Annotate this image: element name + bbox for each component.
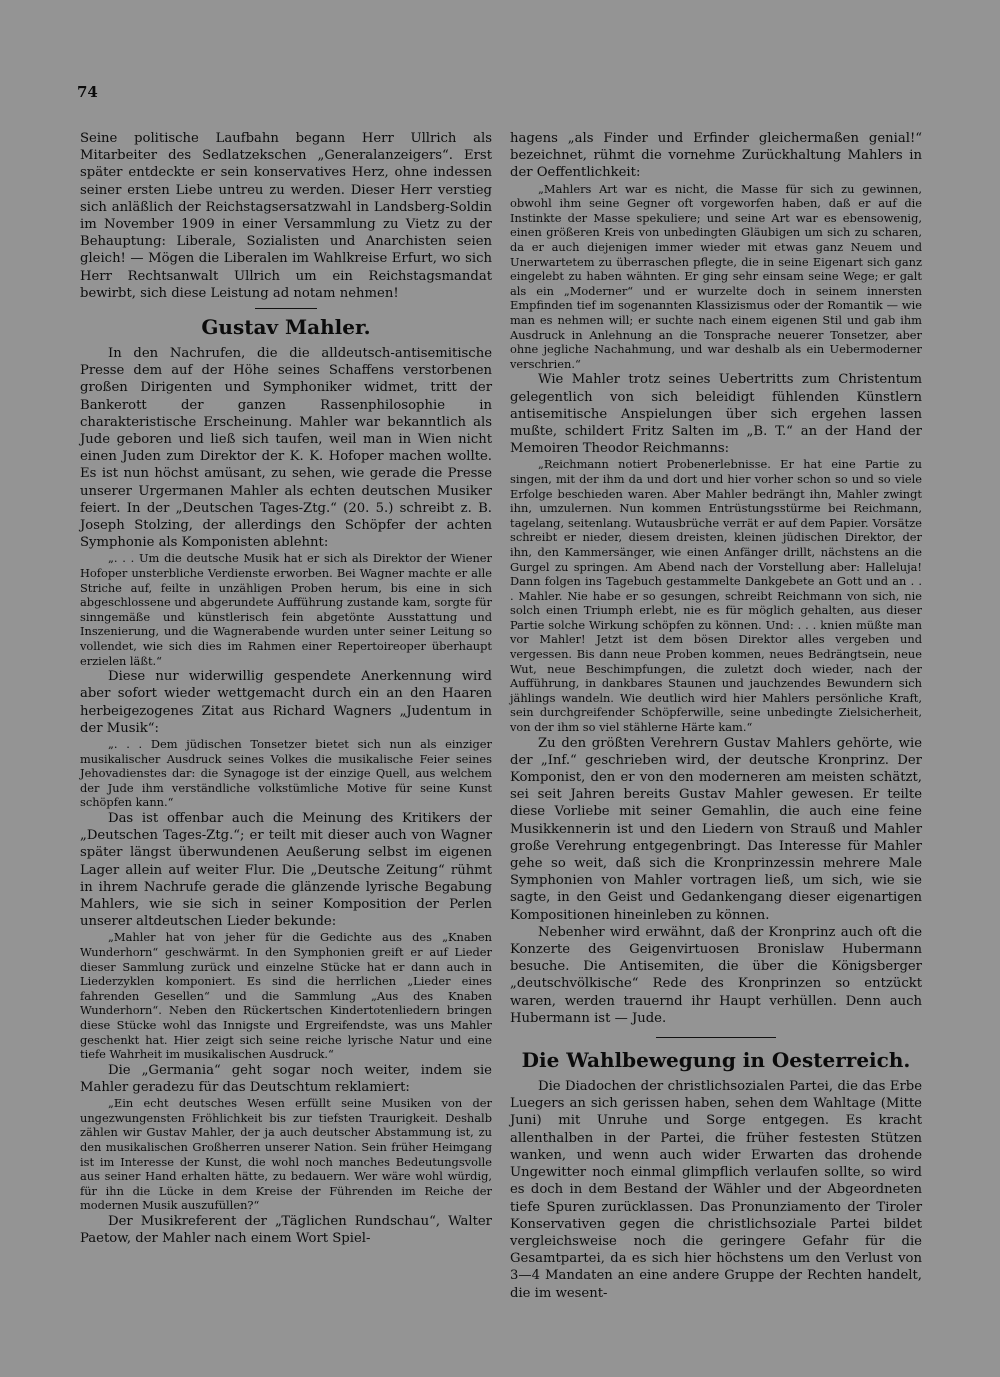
paragraph-spielhagen: hagens „als Finder und Erfinder gleichermaßen genial!“ bezeichnet, rühmt die vornehme Zurückhaltung Mahlers in der Oeffentlichkeit: xyxy=(510,131,922,181)
paragraph-hubermann: Nebenher wird erwähnt, daß der Kronprinz auch oft die Konzerte des Geigenvirtuosen Bronislaw Hubermann besuche. Die Antisemiten, die über die Königsberger „deutschvölkische“ Rede des Kronprinzen so entzückt waren, werden trauernd ihr Haupt verhüllen. Denn auch Hubermann ist — Jude. xyxy=(510,924,922,1026)
article-title-mahler: Gustav Mahler. xyxy=(201,315,371,340)
quote-stolzing: „. . . Um die deutsche Musik hat er sich als Direktor der Wiener Hofoper unsterbliche Verdienste erworben. Bei Wagner machte er alle Striche auf, feilte in unzähligen Proben herum, bis eine in sich abgeschlossene und abgerundete Aufführung zustande kam, sorgte für sinngemäße und künstlerisch fein abgetönte Ausstattung und Inszenierung, und die Wagnerabende wurden unter seiner Leitung so vollendet, wie sich dies im Rahmen einer Repertoireoper überhaupt erzielen läßt.“ xyxy=(80,551,492,668)
paragraph-anerkennung: Diese nur widerwillig gespendete Anerkennung wird aber sofort wieder wettgemacht durch ein an den Haaren herbeigezogenes Zitat aus Richard Wagners „Judentum in der Musik“: xyxy=(80,669,492,736)
quote-deutsche-zeitung: „Mahler hat von jeher für die Gedichte aus des „Knaben Wunderhorn“ geschwärmt. In den Symphonien greift er auf Lieder dieser Sammlung zurück und einzelne Stücke hat er dann auch in Liederzyklen komponiert. Es sind die herrlichen „Lieder eines fahrenden Gesellen“ und die Sammlung „Aus des Knaben Wunderhorn“. Neben den Rückertschen Kindertotenliedern bringen diese Stücke wohl das Innigste und Ergreifendste, was uns Mahler geschenkt hat. Hier zeigt sich seine reiche lyrische Natur und eine tiefe Wahrheit im musikalischen Ausdruck.“ xyxy=(80,930,492,1062)
paragraph-ullrich: Seine politische Laufbahn begann Herr Ullrich als Mitarbeiter des Sedlatzekschen „Generalanzeigers“. Erst später entdeckte er sein konservatives Herz, ohne indessen seiner ersten Liebe untreu zu werden. Dieser Herr verstieg sich anläßlich der Reichstagsersatzwahl in Landsberg-Soldin im November 1909 in einer Versammlung zu Vietz zu der Behauptung: Liberale, Sozialisten und Anarchisten seien gleich! — Mögen die Liberalen im Wahlkreise Erfurt, wo sich Herr Rechtsanwalt Ullrich um ein Reichstagsmandat bewirbt, sich diese Leistung ad notam nehmen! xyxy=(80,131,492,301)
paragraph-nachrufe: In den Nachrufen, die die alldeutsch-antisemitische Presse dem auf der Höhe seines Schaffens verstorbenen großen Dirigenten und Symphoniker widmet, tritt der Bankerott der ganzen Rassenphilosophie in charakteristische Erscheinung. Mahler war bekanntlich als Jude geboren und ließ sich taufen, weil man in Wien nicht einen Juden zum Direktor der K. K. Hofoper machen wollte. Es ist nun höchst amüsant, zu sehen, wie gerade die Presse unserer Urgermanen Mahler als echten deutschen Musiker feiert. In der „Deutschen Tages-Ztg.“ (20. 5.) schreibt z. B. Joseph Stolzing, der allerdings den Schöpfer der achten Symphonie als Komponisten ablehnt: xyxy=(80,346,492,551)
quote-germania: „Ein echt deutsches Wesen erfüllt seine Musiken von der ungezwungensten Fröhlichkeit bis zur tiefsten Traurigkeit. Deshalb zählen wir Gustav Mahler, der ja auch deutscher Abstammung ist, zu den musikalischen Großherren unserer Nation. Sein früher Heimgang ist im Interesse der Kunst, die wohl noch manches Bedeutungsvolle aus seiner Hand erhalten hätte, zu bedauern. Wer wäre wohl würdig, für ihn die Lücke in dem Kreise der Führenden im Reiche der modernen Musik auszufüllen?“ xyxy=(80,1096,492,1213)
left-column xyxy=(80,130,492,1247)
quote-reichmann: „Reichmann notiert Probenerlebnisse. Er hat eine Partie zu singen, mit der ihm da und dort und hier vorher schon so und so viele Erfolge beschieden waren. Aber Mahler bedrängt ihn, Mahler zwingt ihn, umzulernen. Nun kommen Entrüstungsstürme bei Reichmann, tagelang, seitenlang. Wutausbrüche verrät er auf dem Papier. Vorsätze schreibt er nieder, diesem dreisten, kleinen jüdischen Direktor, der ihn, den Kammersänger, wie einen Anfänger drillt, nächstens an die Gurgel zu springen. Am Abend nach der Vorstellung aber: Halleluja! Dann folgen ins Tagebuch gestammelte Dankgebete an Gott und an . . . Mahler. Nie habe er so gesungen, schreibt Reichmann von sich, nie solch einen Triumph erlebt, nie es für möglich gehalten, aus dieser Partie solche Wirkung schöpfen zu können. Und: . . . knien müßte man vor Mahler! Jetzt ist dem bösen Direktor alles vergeben und vergessen. Bis dann neue Proben kommen, neues Bedrängtsein, neue Wut, neue Beschimpfungen, die zuletzt doch wieder, nach der Aufführung, in dankbares Staunen und jauchzendes Bewundern sich jählings wandeln. Wie deutlich wird hier Mahlers persönliche Kraft, sein durchgreifender Schöpferwille, seine unbedingte Zielsicherheit, von der ihm so viel stählerne Härte kam.“ xyxy=(510,457,922,735)
quote-mahlers-art: „Mahlers Art war es nicht, die Masse für sich zu gewinnen, obwohl ihm seine Gegner oft vorgeworfen haben, daß er auf die Instinkte der Masse spekuliere; und seine Art war es ebensowenig, einen größeren Kreis von unbedingten Gläubigen um sich zu scharen, da er auch diejenigen immer wieder mit etwas ganz Neuem und Unerwartetem zu überraschen pflegte, die in seine Eigenart sich ganz eingelebt zu haben wähnten. Er ging sehr einsam seine Wege; er galt als ein „Moderner“ und er wurzelte doch in seinem innersten Empfinden tief im sogenannten Klassizismus oder der Romantik — wie man es nehmen will; er suchte nach einem eigenen Stil und gab ihm Ausdruck in Anlehnung an die Tonsprache neuerer Tonsetzer, aber ohne jegliche Nachahmung, und war deshalb als ein Uebermoderner verschrien.“ xyxy=(510,181,922,371)
paragraph-rundschau: Der Musikreferent der „Täglichen Rundschau“, Walter Paetow, der Mahler nach einem Wort Spiel- xyxy=(80,1213,492,1247)
paragraph-kronprinz: Zu den größten Verehrern Gustav Mahlers gehörte, wie der „Inf.“ geschrieben wird, der deutsche Kronprinz. Der Komponist, den er von den moderneren am meisten schätzt, sei seit Jahren bereits Gustav Mahler gewesen. Er teilte diese Vorliebe mit seiner Gemahlin, die auch eine feine Musikkennerin ist und den Liedern von Strauß und Mahler große Verehrung entgegenbringt. Das Interesse für Mahler gehe so weit, daß sich die Kronprinzessin mehrere Male Symphonien von Mahler vortragen ließ, um sich, wie sie sagte, in den Geist und Gedankengang dieser eigenartigen Kompositionen hineinleben zu können. xyxy=(510,735,922,923)
paragraph-diadochen: Die Diadochen der christlichsozialen Partei, die das Erbe Luegers an sich gerissen haben, sehen dem Wahltage (Mitte Juni) mit Unruhe und Sorge entgegen. Es kracht allenthalben in der Partei, die früher festesten Stützen wanken, und wenn auch wider Erwarten das drohende Ungewitter noch einmal glimpflich verlaufen sollte, so wird es doch in dem Bestand der Wähler und der Abgeordneten tiefe Spuren zurücklassen. Das Pronunziamento der Tiroler Konservativen gegen die christlichsoziale Partei bildet vergleichsweise noch die geringere Gefahr für die Gesamtpartei, da es sich hier höchstens um den Verlust von 3—4 Mandaten an eine andere Gruppe der Rechten handelt, die im wesent- xyxy=(510,1079,922,1301)
article-title-wahlbewegung: Die Wahlbewegung in Oesterreich. xyxy=(521,1048,911,1073)
right-column xyxy=(510,130,922,1302)
quote-wagner: „. . . Dem jüdischen Tonsetzer bietet sich nun als einziger musikalischer Ausdruck seines Volkes die musikalische Feier seines Jehovadienstes dar: die Synagoge ist der einzige Quell, aus welchem der Jude ihm verständliche volkstümliche Motive für seine Kunst schöpfen kann.“ xyxy=(80,737,492,810)
section-divider xyxy=(255,308,317,309)
section-divider xyxy=(656,1037,776,1038)
paragraph-kritiker: Das ist offenbar auch die Meinung des Kritikers der „Deutschen Tages-Ztg.“; er teilt mit dieser auch von Wagner später längst überwundenen Aeußerung selbst im eigenen Lager allein auf weiter Flur. Die „Deutsche Zeitung“ rühmt in ihrem Nachrufe gerade die glänzende lyrische Begabung Mahlers, wie sie sich in seiner Komposition der Perlen unserer altdeutschen Lieder bekunde: xyxy=(80,811,492,930)
page-number: 74 xyxy=(77,83,98,101)
paragraph-germania: Die „Germania“ geht sogar noch weiter, indem sie Mahler geradezu für das Deutschtum reklamiert: xyxy=(80,1062,492,1095)
paragraph-salten: Wie Mahler trotz seines Uebertritts zum Christentum gelegentlich von sich beleidigt fühlenden Künstlern antisemitische Anspielungen über sich ergehen lassen mußte, schildert Fritz Salten im „B. T.“ an der Hand der Memoiren Theodor Reichmanns: xyxy=(510,372,922,457)
